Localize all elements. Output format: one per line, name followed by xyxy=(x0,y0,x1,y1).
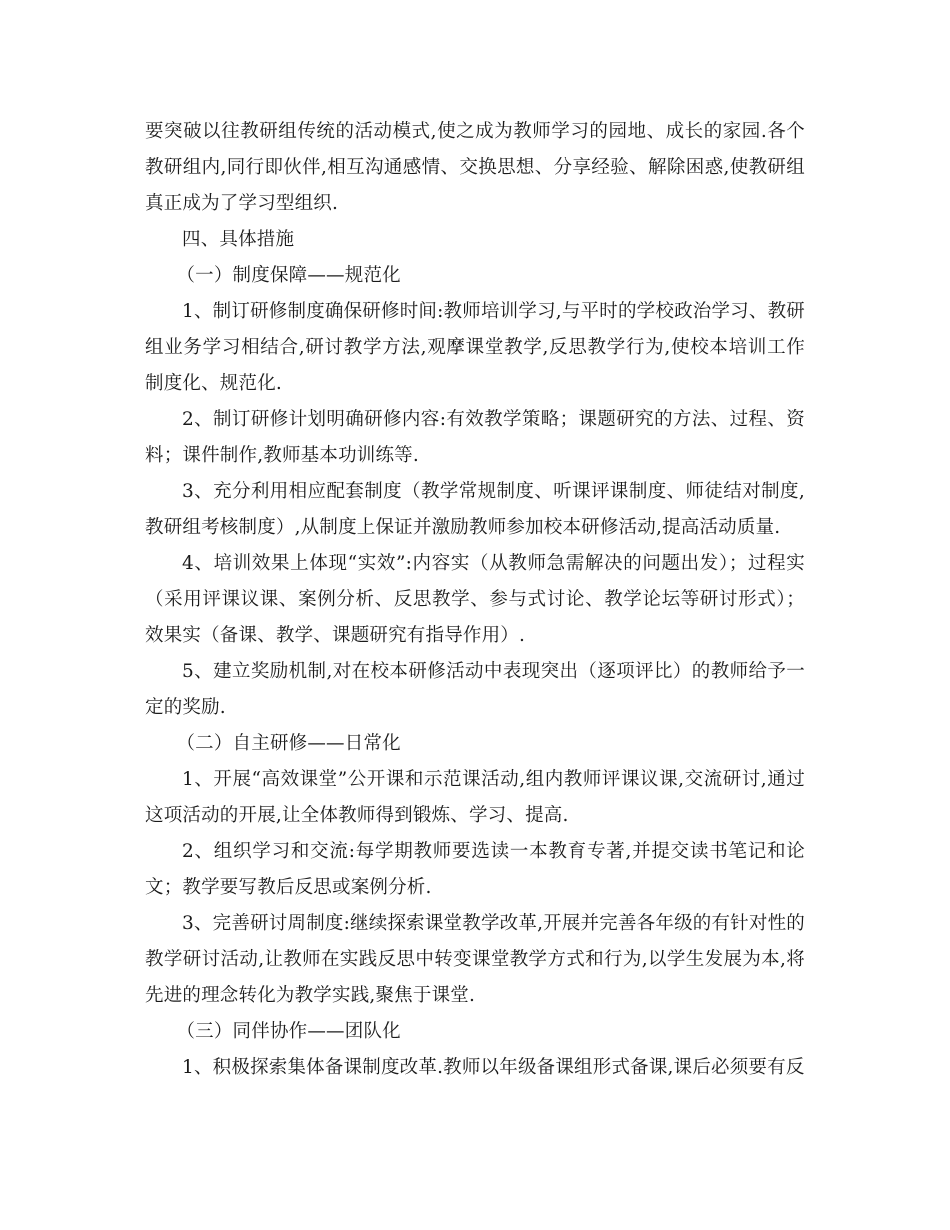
paragraph-system-1: 1、制订研修制度确保研修时间:教师培训学习,与平时的学校政治学习、教研组业务学习相结合,研讨教学方法,观摩课堂教学,反思教学行为,使校本培训工作制度化、规范化. xyxy=(145,301,805,394)
subsection-heading-collaboration: （三）同伴协作——团队化 xyxy=(176,1021,401,1042)
paragraph-system-2: 2、制订研修计划明确研修内容:有效教学策略；课题研究的方法、过程、资料；课件制作,教师基本功训练等. xyxy=(145,409,805,466)
subsection-heading-self-study: （二）自主研修——日常化 xyxy=(176,733,401,754)
paragraph-system-3: 3、充分利用相应配套制度（教学常规制度、听课评课制度、师徒结对制度,教研组考核制度）,从制度上保证并激励教师参加校本研修活动,提高活动质量. xyxy=(145,481,805,538)
paragraph-self-study-3: 3、完善研讨周制度:继续探索课堂教学改革,开展并完善各年级的有针对性的教学研讨活动,让教师在实践反思中转变课堂教学方式和行为,以学生发展为本,将先进的理念转化为教学实践,聚焦于课堂. xyxy=(145,913,805,1006)
subsection-heading-system: （一）制度保障——规范化 xyxy=(176,265,401,286)
section-heading-measures: 四、具体措施 xyxy=(182,229,295,250)
paragraph-system-4: 4、培训效果上体现“实效”:内容实（从教师急需解决的问题出发）；过程实（采用评课议课、案例分析、反思教学、参与式讨论、教学论坛等研讨形式）；效果实（备课、教学、课题研究有指导作用）. xyxy=(145,553,805,646)
paragraph-self-study-2: 2、组织学习和交流:每学期教师要选读一本教育专著,并提交读书笔记和论文；教学要写教后反思或案例分析. xyxy=(145,841,805,898)
paragraph-collaboration-1: 1、积极探索集体备课制度改革.教师以年级备课组形式备课,课后必须要有反 xyxy=(182,1057,805,1078)
paragraph-intro-continuation: 要突破以往教研组传统的活动模式,使之成为教师学习的园地、成长的家园.各个教研组内,同行即伙伴,相互沟通感情、交换思想、分享经验、解除困惑,使教研组真正成为了学习型组织. xyxy=(145,121,805,214)
document-body xyxy=(145,114,805,1086)
paragraph-self-study-1: 1、开展“高效课堂”公开课和示范课活动,组内教师评课议课,交流研讨,通过这项活动的开展,让全体教师得到锻炼、学习、提高. xyxy=(145,769,805,826)
paragraph-system-5: 5、建立奖励机制,对在校本研修活动中表现突出（逐项评比）的教师给予一定的奖励. xyxy=(145,661,805,718)
